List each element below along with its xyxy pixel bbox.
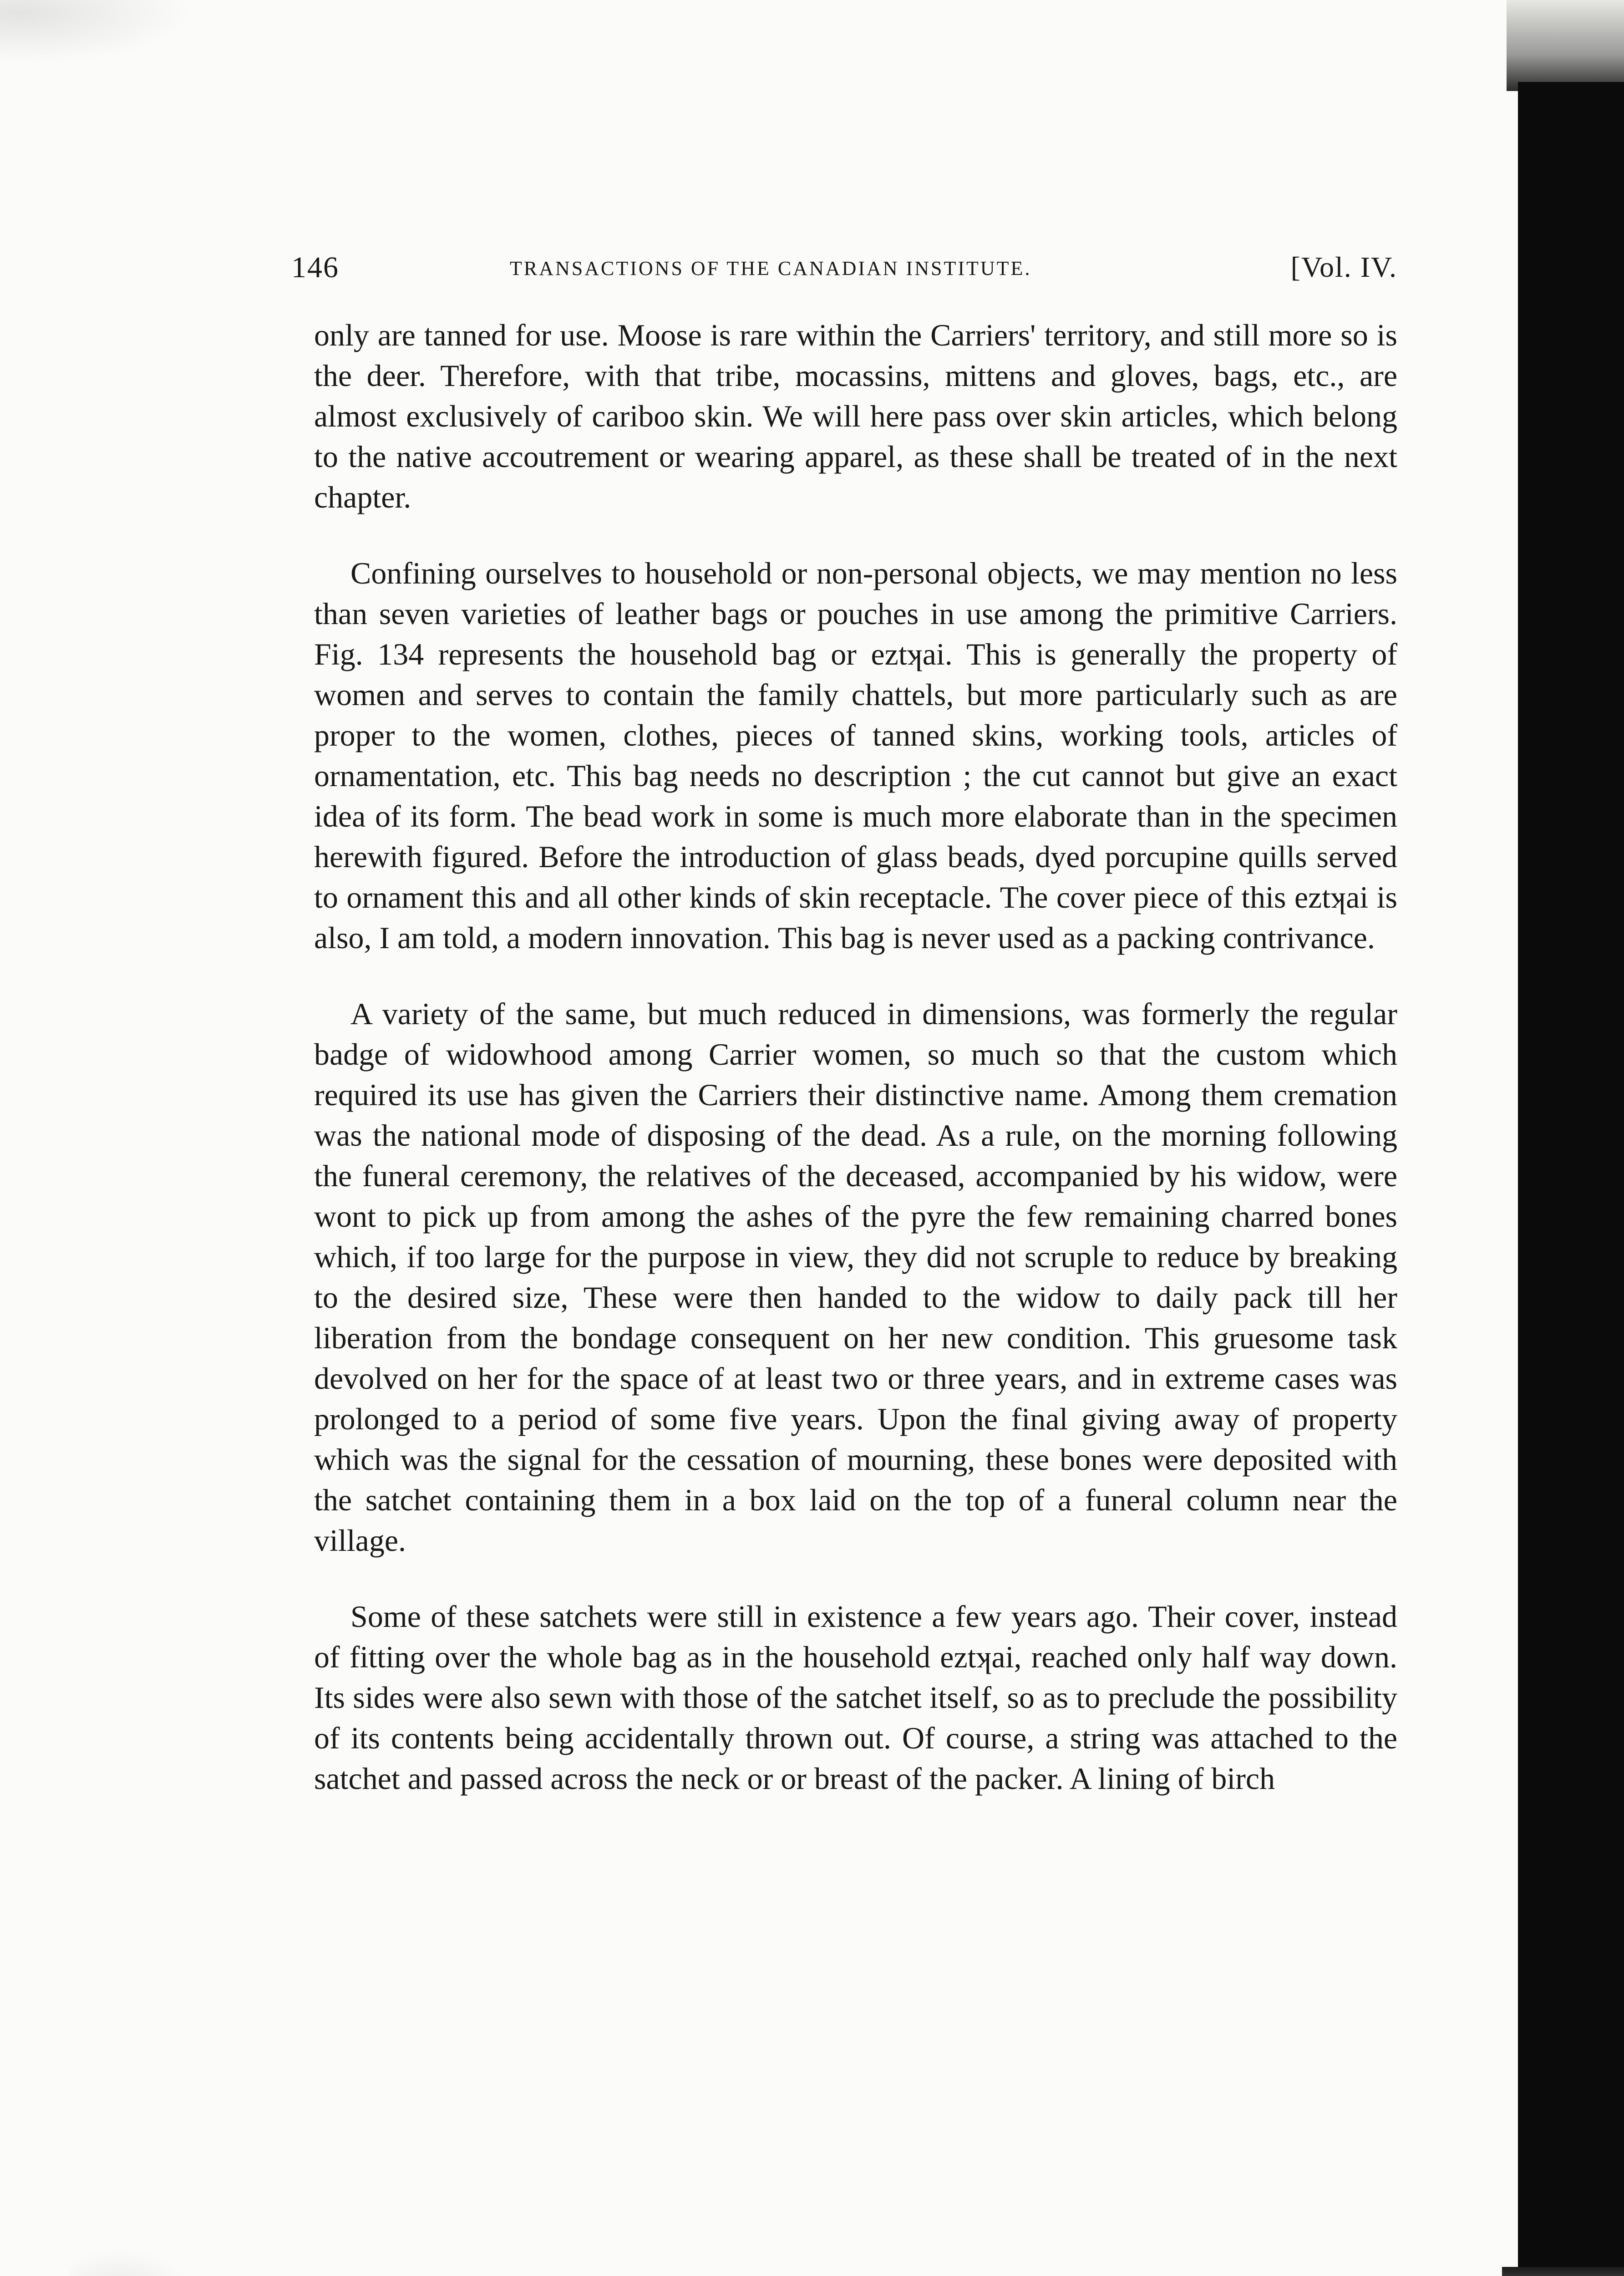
- volume-label: [Vol. IV.: [1290, 251, 1397, 283]
- running-title: TRANSACTIONS OF THE CANADIAN INSTITUTE.: [510, 257, 1032, 279]
- book-spine-shadow: [1518, 82, 1624, 2276]
- scan-noise-bottom-left: [68, 2249, 196, 2276]
- paragraph-household-bags: Confining ourselves to household or non-personal objects, we may mention no less than seven varieties of leather bags or pouches in use among the primitive Carriers. Fig. 134 represents the household bag or eztʞai. This is generally the property of women and serves to contain the family chattels, but more particularly such as are proper to the women, clothes, pieces of tanned skins, working tools, articles of ornamentation, etc. This bag needs no description ; the cut cannot but give an exact idea of its form. The bead work in some is much more elaborate than in the specimen herewith figured. Before the introduction of glass beads, dyed porcupine quills served to ornament this and all other kinds of skin receptacle. The cover piece of this eztʞai is also, I am told, a modern innovation. This bag is never used as a packing contrivance.: [314, 556, 1397, 955]
- running-header: [291, 250, 1397, 300]
- paragraph-widowhood-badge: A variety of the same, but much reduced in dimensions, was formerly the regular badge of widowhood among Carrier women, so much so that the custom which required its use has given the Carriers their distinctive name. Among them cremation was the national mode of disposing of the dead. As a rule, on the morning following the funeral ceremony, the relatives of the deceased, accompanied by his widow, were wont to pick up from among the ashes of the pyre the few remaining charred bones which, if too large for the purpose in view, they did not scruple to reduce by breaking to the desired size, These were then handed to the widow to daily pack till her liberation from the bondage consequent on her new condition. This gruesome task devolved on her for the space of at least two or three years, and in extreme cases was prolonged to a period of some five years. Upon the final giving away of property which was the signal for the cessation of mourning, these bones were deposited with the satchet containing them in a box laid on the top of a funeral column near the village.: [314, 996, 1397, 1558]
- paragraph-continuation: only are tanned for use. Moose is rare within the Carriers' territory, and still more so is the deer. Therefore, with that tribe, mocassins, mittens and gloves, bags, etc., are almost exclusively of cariboo skin. We will here pass over skin articles, which belong to the native accoutrement or wearing apparel, as these shall be treated of in the next chapter.: [314, 318, 1397, 514]
- paragraph-satchets: Some of these satchets were still in existence a few years ago. Their cover, instead of fitting over the whole bag as in the household eztʞai, reached only half way down. Its sides were also sewn with those of the satchet itself, so as to preclude the possibility of its contents being accidentally thrown out. Of course, a string was attached to the satchet and passed across the neck or or breast of the packer. A lining of birch: [314, 1599, 1397, 1796]
- book-spine-top-fade: [1507, 0, 1624, 91]
- book-spine-bottom-fade: [1502, 2267, 1624, 2276]
- page-number: 146: [291, 251, 339, 284]
- scan-noise-top-left: [0, 0, 191, 64]
- body-text: [314, 315, 1397, 1799]
